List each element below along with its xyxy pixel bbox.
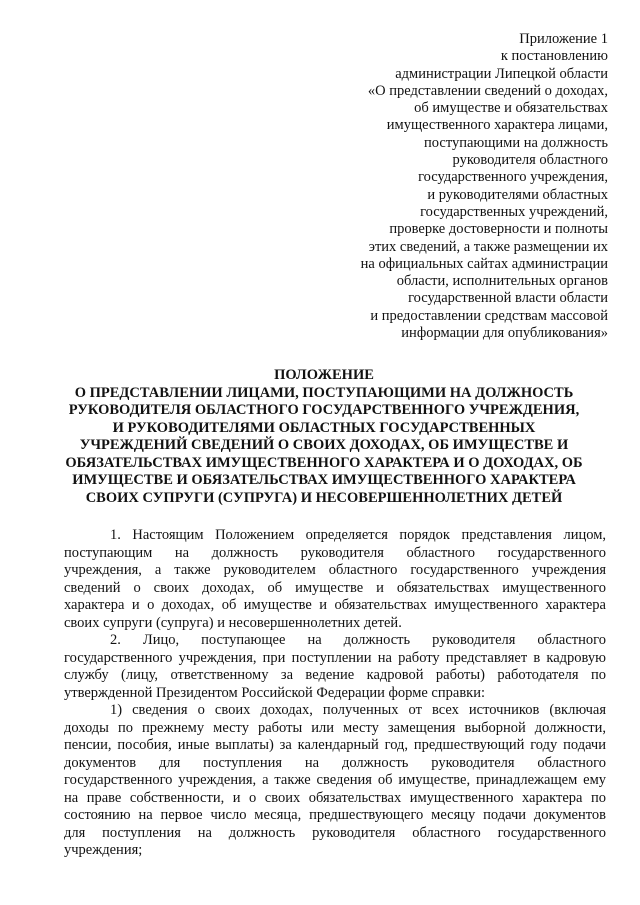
paragraph-1-line: учреждения, а также руководителем областного государственного учреждения xyxy=(64,562,606,578)
subitem-1-line: 1) сведения о своих доходах, полученных от всех источников (включая xyxy=(110,702,606,718)
appendix-header xyxy=(308,31,608,342)
appendix-line: «О представлении сведений о доходах, xyxy=(367,82,608,99)
paragraph-2-line: 2. Лицо, поступающее на должность руководителя областного xyxy=(110,632,606,648)
subitem-1-line: доходы по прежнему месту работы или месту замещения выборной должности, xyxy=(64,719,606,736)
appendix-line: к постановлению xyxy=(500,48,608,65)
subitem-1-line: пенсии, пособия, иные выплаты) за календарный год, предшествующий году подачи xyxy=(64,737,606,753)
appendix-line: руководителя областного xyxy=(452,152,608,169)
appendix-line: и руководителями областных xyxy=(427,186,608,203)
subitem-1-line: состоянию на первое число месяца, предшествующего месяцу подачи документов xyxy=(64,807,606,823)
appendix-line: государственного учреждения, xyxy=(418,169,608,186)
document-body xyxy=(64,527,606,860)
appendix-line: этих сведений, а также размещении их xyxy=(368,238,608,255)
document-title xyxy=(60,367,588,507)
paragraph-1-line: поступающим на должность руководителя областного государственного xyxy=(64,544,606,561)
appendix-line: области, исполнительных органов xyxy=(396,273,608,290)
title-line: ИМУЩЕСТВЕ И ОБЯЗАТЕЛЬСТВАХ ИМУЩЕСТВЕННОГО ХАРАКТЕРА xyxy=(72,472,576,488)
paragraph-1-line: 1. Настоящим Положением определяется порядок представления лицом, xyxy=(110,527,606,543)
appendix-line: администрации Липецкой области xyxy=(395,65,608,82)
appendix-line: информации для опубликования» xyxy=(401,325,608,342)
appendix-line: имущественного характера лицами, xyxy=(386,117,608,134)
paragraph-2-line: службу (лицу, ответственному за ведение кадровой работы) работодателя по xyxy=(64,667,606,683)
appendix-line: на официальных сайтах администрации xyxy=(360,255,608,272)
appendix-line: государственной власти области xyxy=(408,290,608,307)
appendix-line: поступающими на должность xyxy=(424,134,608,151)
appendix-line: об имуществе и обязательствах xyxy=(414,100,608,117)
subitem-1-line: учреждения; xyxy=(64,842,143,858)
appendix-line: и предоставлении средствам массовой xyxy=(370,307,608,324)
subitem-1-line: на праве собственности, и о своих обязательствах имущественного характера по xyxy=(64,789,606,806)
title-line: СВОИХ СУПРУГИ (СУПРУГА) И НЕСОВЕРШЕННОЛЕТНИХ ДЕТЕЙ xyxy=(85,489,563,506)
paragraph-2-line: утвержденной Президентом Российской Федерации форме справки: xyxy=(64,684,485,701)
appendix-line: проверке достоверности и полноты xyxy=(389,221,608,238)
title-line: О ПРЕДСТАВЛЕНИИ ЛИЦАМИ, ПОСТУПАЮЩИМИ НА ДОЛЖНОСТЬ xyxy=(74,384,574,401)
paragraph-1-line: характера и о доходах, об имуществе и обязательствах имущественного характера xyxy=(64,597,606,613)
title-line: ОБЯЗАТЕЛЬСТВАХ ИМУЩЕСТВЕННОГО ХАРАКТЕРА И О ДОХОДАХ, ОБ xyxy=(65,454,583,471)
appendix-line: государственных учреждений, xyxy=(420,203,608,220)
paragraph-2-line: государственного учреждения, при поступлении на работу представляет в кадровую xyxy=(64,649,606,666)
paragraph-1-line: своих супруги (супруга) и несовершеннолетних детей. xyxy=(64,614,402,631)
subitem-1-line: для поступления на должность руководителя областного государственного xyxy=(64,824,606,841)
title-line: И РУКОВОДИТЕЛЯМИ ОБЛАСТНЫХ ГОСУДАРСТВЕННЫХ xyxy=(112,419,536,436)
title-line: УЧРЕЖДЕНИЙ СВЕДЕНИЙ О СВОИХ ДОХОДАХ, ОБ ИМУЩЕСТВЕ И xyxy=(79,437,569,453)
title-line: ПОЛОЖЕНИЕ xyxy=(274,367,374,383)
title-line: РУКОВОДИТЕЛЯ ОБЛАСТНОГО ГОСУДАРСТВЕННОГО УЧРЕЖДЕНИЯ, xyxy=(68,402,580,418)
paragraph-1-line: сведений о своих доходах, об имуществе и обязательствах имущественного xyxy=(64,579,606,596)
subitem-1-line: документов для поступления на должность руководителя областного xyxy=(64,754,606,771)
subitem-1-line: государственного учреждения, а также сведения об имуществе, принадлежащем ему xyxy=(64,772,606,788)
appendix-line: Приложение 1 xyxy=(519,31,608,47)
